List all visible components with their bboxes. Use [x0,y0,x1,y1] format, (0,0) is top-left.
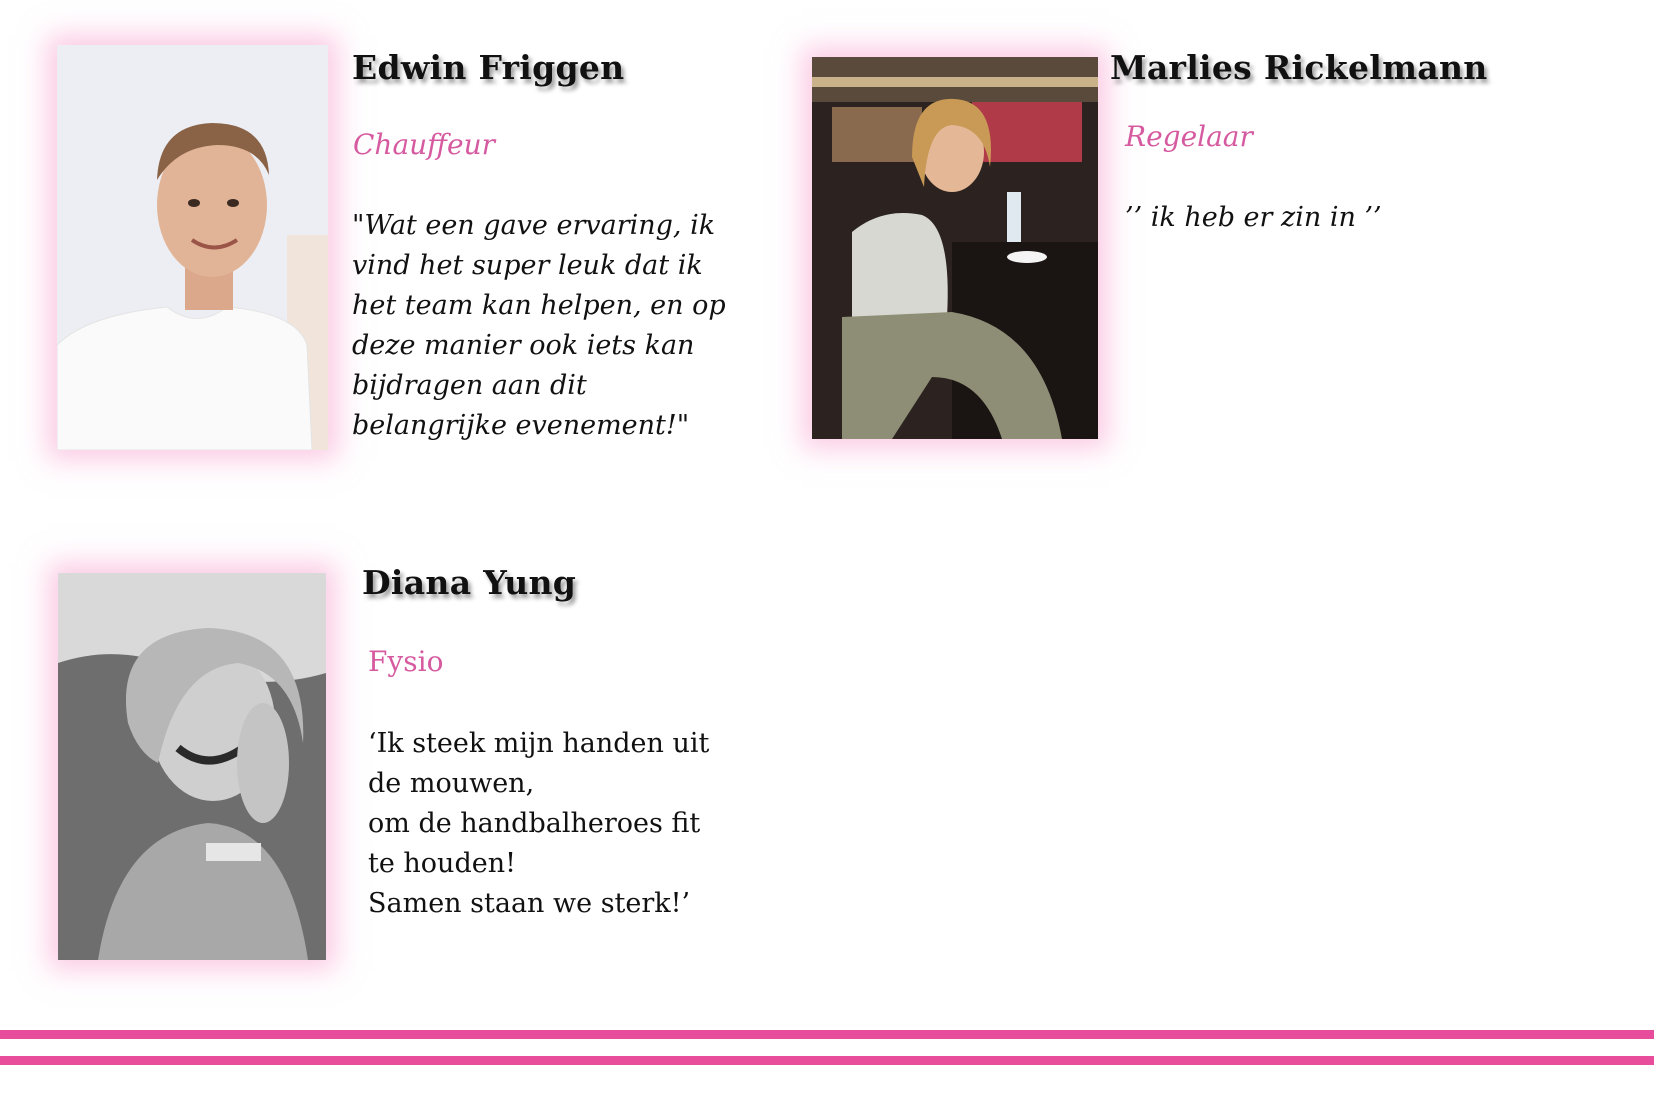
member-quote: "Wat een gave ervaring, ik vind het super leuk dat ik het team kan helpen, en op deze manier ook iets kan bijdragen aan dit belangrijke evenement!" [352,210,726,441]
footer-stripe-top [0,1030,1654,1039]
photo-edwin-friggen [57,45,328,450]
member-name: Edwin Friggen [352,48,625,87]
member-role: Regelaar [1125,120,1253,153]
member-quote: ‘Ik steek mijn handen uit de mouwen, om de handbalheroes fit te houden! Samen staan we sterk!’ [368,728,710,919]
member-role: Chauffeur [353,128,496,161]
member-name: Diana Yung [362,563,577,602]
member-name: Marlies Rickelmann [1110,48,1488,87]
member-quote: ’’ ik heb er zin in ’’ [1125,202,1382,233]
member-role: Fysio [368,645,444,678]
photo-diana-yung [58,573,326,960]
footer-stripe-bottom [0,1056,1654,1065]
photo-marlies-rickelmann [812,57,1098,439]
